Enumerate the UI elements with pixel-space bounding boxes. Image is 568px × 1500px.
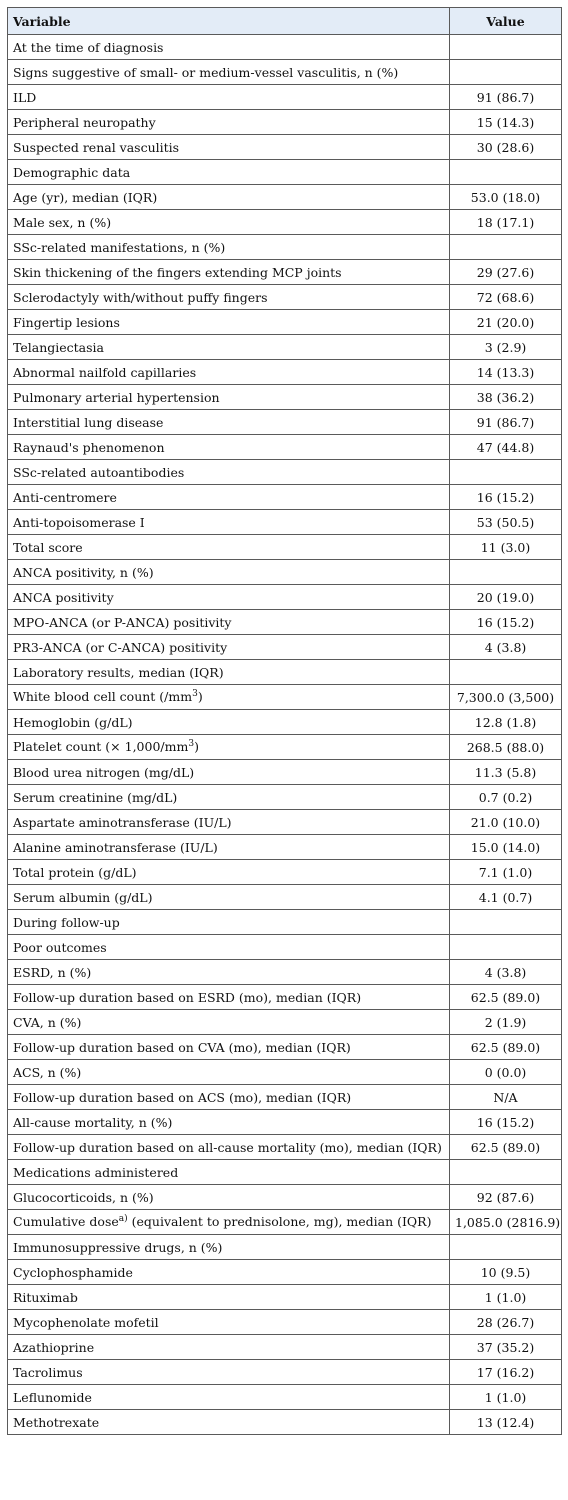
variable-cell: All-cause mortality, n (%) <box>8 1110 450 1135</box>
table-row <box>8 135 562 160</box>
variable-cell: Azathioprine <box>8 1335 450 1360</box>
variable-cell: Age (yr), median (IQR) <box>8 185 450 210</box>
value-cell: 72 (68.6) <box>450 285 562 310</box>
variable-cell: ANCA positivity <box>8 585 450 610</box>
table-row <box>8 835 562 860</box>
table-row <box>8 410 562 435</box>
variable-cell: Total score <box>8 535 450 560</box>
value-cell: 3 (2.9) <box>450 335 562 360</box>
table-row <box>8 335 562 360</box>
value-cell: 18 (17.1) <box>450 210 562 235</box>
table-row <box>8 1260 562 1285</box>
value-cell: 2 (1.9) <box>450 1010 562 1035</box>
variable-text: Platelet count (× 1,000/mm <box>13 739 189 755</box>
value-cell: 0 (0.0) <box>450 1060 562 1085</box>
superscript: a) <box>118 1214 128 1225</box>
variable-text-suffix: (equivalent to prednisolone, mg), median (IQR) <box>127 1214 432 1230</box>
variable-cell: Cyclophosphamide <box>8 1260 450 1285</box>
value-cell: 16 (15.2) <box>450 485 562 510</box>
variable-cell: ACS, n (%) <box>8 1060 450 1085</box>
table-row <box>8 1010 562 1035</box>
variable-cell: Medications administered <box>8 1160 450 1185</box>
value-cell: 30 (28.6) <box>450 135 562 160</box>
variable-cell: ANCA positivity, n (%) <box>8 560 450 585</box>
value-cell: 47 (44.8) <box>450 435 562 460</box>
variable-cell: Sclerodactyly with/without puffy fingers <box>8 285 450 310</box>
variable-cell: ILD <box>8 85 450 110</box>
value-cell <box>450 60 562 85</box>
table-row <box>8 1110 562 1135</box>
table-row <box>8 1185 562 1210</box>
variable-cell: Anti-topoisomerase I <box>8 510 450 535</box>
table-row <box>8 510 562 535</box>
variable-cell: Blood urea nitrogen (mg/dL) <box>8 760 450 785</box>
table-row <box>8 1235 562 1260</box>
variable-cell: Raynaud's phenomenon <box>8 435 450 460</box>
variable-cell: Suspected renal vasculitis <box>8 135 450 160</box>
variable-cell: MPO-ANCA (or P-ANCA) positivity <box>8 610 450 635</box>
value-cell: 62.5 (89.0) <box>450 1135 562 1160</box>
table-row <box>8 285 562 310</box>
variable-cell: SSc-related autoantibodies <box>8 460 450 485</box>
variable-cell: Immunosuppressive drugs, n (%) <box>8 1235 450 1260</box>
table-row <box>8 1285 562 1310</box>
variable-cell <box>8 685 450 710</box>
table-row <box>8 935 562 960</box>
value-cell: 4.1 (0.7) <box>450 885 562 910</box>
table-row <box>8 1360 562 1385</box>
value-cell <box>450 35 562 60</box>
value-cell <box>450 935 562 960</box>
value-cell: 15.0 (14.0) <box>450 835 562 860</box>
value-cell: 4 (3.8) <box>450 960 562 985</box>
value-cell <box>450 910 562 935</box>
value-cell: 21 (20.0) <box>450 310 562 335</box>
table-header-row <box>8 8 562 35</box>
variable-cell: Interstitial lung disease <box>8 410 450 435</box>
table-row <box>8 260 562 285</box>
variable-text: White blood cell count (/mm <box>13 689 193 705</box>
table-row <box>8 735 562 760</box>
variable-cell: Follow-up duration based on ESRD (mo), median (IQR) <box>8 985 450 1010</box>
value-cell: 16 (15.2) <box>450 610 562 635</box>
variable-cell: Signs suggestive of small- or medium-vessel vasculitis, n (%) <box>8 60 450 85</box>
table-row <box>8 360 562 385</box>
value-cell: 37 (35.2) <box>450 1335 562 1360</box>
value-cell: 7,300.0 (3,500) <box>450 685 562 710</box>
variable-cell: Anti-centromere <box>8 485 450 510</box>
variable-cell: During follow-up <box>8 910 450 935</box>
table-row <box>8 435 562 460</box>
table-row <box>8 85 562 110</box>
table-row <box>8 460 562 485</box>
value-cell: 268.5 (88.0) <box>450 735 562 760</box>
variable-cell: ESRD, n (%) <box>8 960 450 985</box>
variable-cell: Glucocorticoids, n (%) <box>8 1185 450 1210</box>
value-cell: 53 (50.5) <box>450 510 562 535</box>
table-row <box>8 1385 562 1410</box>
variable-cell: CVA, n (%) <box>8 1010 450 1035</box>
table-row <box>8 535 562 560</box>
table-row <box>8 785 562 810</box>
variable-cell: Follow-up duration based on CVA (mo), median (IQR) <box>8 1035 450 1060</box>
value-cell: 4 (3.8) <box>450 635 562 660</box>
variable-cell: Skin thickening of the fingers extending MCP joints <box>8 260 450 285</box>
value-cell <box>450 560 562 585</box>
value-cell: 12.8 (1.8) <box>450 710 562 735</box>
value-cell <box>450 1235 562 1260</box>
table-row <box>8 760 562 785</box>
variable-cell: Methotrexate <box>8 1410 450 1435</box>
variable-cell: Demographic data <box>8 160 450 185</box>
variables-table <box>7 7 562 1435</box>
variable-text-suffix: ) <box>197 689 203 705</box>
table-row <box>8 985 562 1010</box>
variable-cell: Serum creatinine (mg/dL) <box>8 785 450 810</box>
table-row <box>8 1160 562 1185</box>
variable-text-suffix: ) <box>194 739 199 755</box>
value-cell <box>450 460 562 485</box>
table-row <box>8 1060 562 1085</box>
table-row <box>8 860 562 885</box>
table-row <box>8 235 562 260</box>
variable-cell: Total protein (g/dL) <box>8 860 450 885</box>
variable-cell: Pulmonary arterial hypertension <box>8 385 450 410</box>
value-cell <box>450 160 562 185</box>
table-body <box>8 35 562 1435</box>
variable-text: Cumulative dose <box>13 1214 119 1230</box>
table-row <box>8 585 562 610</box>
variable-cell: Male sex, n (%) <box>8 210 450 235</box>
variable-cell: Poor outcomes <box>8 935 450 960</box>
value-cell: 21.0 (10.0) <box>450 810 562 835</box>
value-cell: 53.0 (18.0) <box>450 185 562 210</box>
variable-cell: Follow-up duration based on ACS (mo), median (IQR) <box>8 1085 450 1110</box>
table-row <box>8 910 562 935</box>
variable-cell: PR3-ANCA (or C-ANCA) positivity <box>8 635 450 660</box>
variable-cell: Telangiectasia <box>8 335 450 360</box>
header-variable: Variable <box>8 8 450 35</box>
value-cell: 10 (9.5) <box>450 1260 562 1285</box>
variable-cell: Rituximab <box>8 1285 450 1310</box>
table-row <box>8 1335 562 1360</box>
value-cell: 11.3 (5.8) <box>450 760 562 785</box>
value-cell <box>450 660 562 685</box>
value-cell: 1 (1.0) <box>450 1385 562 1410</box>
table-row <box>8 710 562 735</box>
value-cell: 11 (3.0) <box>450 535 562 560</box>
table-row <box>8 960 562 985</box>
variable-cell: Fingertip lesions <box>8 310 450 335</box>
value-cell: 16 (15.2) <box>450 1110 562 1135</box>
variable-cell: Alanine aminotransferase (IU/L) <box>8 835 450 860</box>
value-cell: 0.7 (0.2) <box>450 785 562 810</box>
value-cell: 1 (1.0) <box>450 1285 562 1310</box>
table-row <box>8 1035 562 1060</box>
variable-cell: At the time of diagnosis <box>8 35 450 60</box>
table-row <box>8 385 562 410</box>
value-cell: 92 (87.6) <box>450 1185 562 1210</box>
value-cell: 7.1 (1.0) <box>450 860 562 885</box>
value-cell: 28 (26.7) <box>450 1310 562 1335</box>
header-value: Value <box>450 8 562 35</box>
table-row <box>8 185 562 210</box>
superscript: 3 <box>188 739 195 750</box>
variable-cell: Laboratory results, median (IQR) <box>8 660 450 685</box>
table-row <box>8 110 562 135</box>
value-cell: 20 (19.0) <box>450 585 562 610</box>
value-cell: 91 (86.7) <box>450 85 562 110</box>
value-cell: 62.5 (89.0) <box>450 1035 562 1060</box>
variable-cell: Serum albumin (g/dL) <box>8 885 450 910</box>
superscript: 3 <box>192 689 198 700</box>
table-row <box>8 1310 562 1335</box>
table-row <box>8 35 562 60</box>
variable-cell: Abnormal nailfold capillaries <box>8 360 450 385</box>
variable-cell: Follow-up duration based on all-cause mortality (mo), median (IQR) <box>8 1135 450 1160</box>
variable-cell: SSc-related manifestations, n (%) <box>8 235 450 260</box>
table-row <box>8 1085 562 1110</box>
table-row <box>8 560 562 585</box>
data-table-container <box>7 7 561 1435</box>
value-cell: 13 (12.4) <box>450 1410 562 1435</box>
table-row <box>8 1410 562 1435</box>
value-cell: 62.5 (89.0) <box>450 985 562 1010</box>
value-cell: 91 (86.7) <box>450 410 562 435</box>
table-row <box>8 210 562 235</box>
variable-cell <box>8 735 450 760</box>
variable-cell: Leflunomide <box>8 1385 450 1410</box>
variable-cell <box>8 1210 450 1235</box>
table-row <box>8 685 562 710</box>
variable-cell: Peripheral neuropathy <box>8 110 450 135</box>
table-row <box>8 160 562 185</box>
table-row <box>8 885 562 910</box>
table-row <box>8 485 562 510</box>
value-cell: 29 (27.6) <box>450 260 562 285</box>
variable-cell: Hemoglobin (g/dL) <box>8 710 450 735</box>
value-cell: 1,085.0 (2816.9) <box>450 1210 562 1235</box>
value-cell: N/A <box>450 1085 562 1110</box>
variable-cell: Tacrolimus <box>8 1360 450 1385</box>
value-cell: 38 (36.2) <box>450 385 562 410</box>
table-row <box>8 1135 562 1160</box>
table-row <box>8 60 562 85</box>
value-cell <box>450 1160 562 1185</box>
value-cell: 15 (14.3) <box>450 110 562 135</box>
variable-cell: Aspartate aminotransferase (IU/L) <box>8 810 450 835</box>
table-row <box>8 810 562 835</box>
table-row <box>8 610 562 635</box>
table-row <box>8 310 562 335</box>
variable-cell: Mycophenolate mofetil <box>8 1310 450 1335</box>
value-cell: 17 (16.2) <box>450 1360 562 1385</box>
table-row <box>8 660 562 685</box>
value-cell <box>450 235 562 260</box>
table-row <box>8 635 562 660</box>
table-row <box>8 1210 562 1235</box>
value-cell: 14 (13.3) <box>450 360 562 385</box>
